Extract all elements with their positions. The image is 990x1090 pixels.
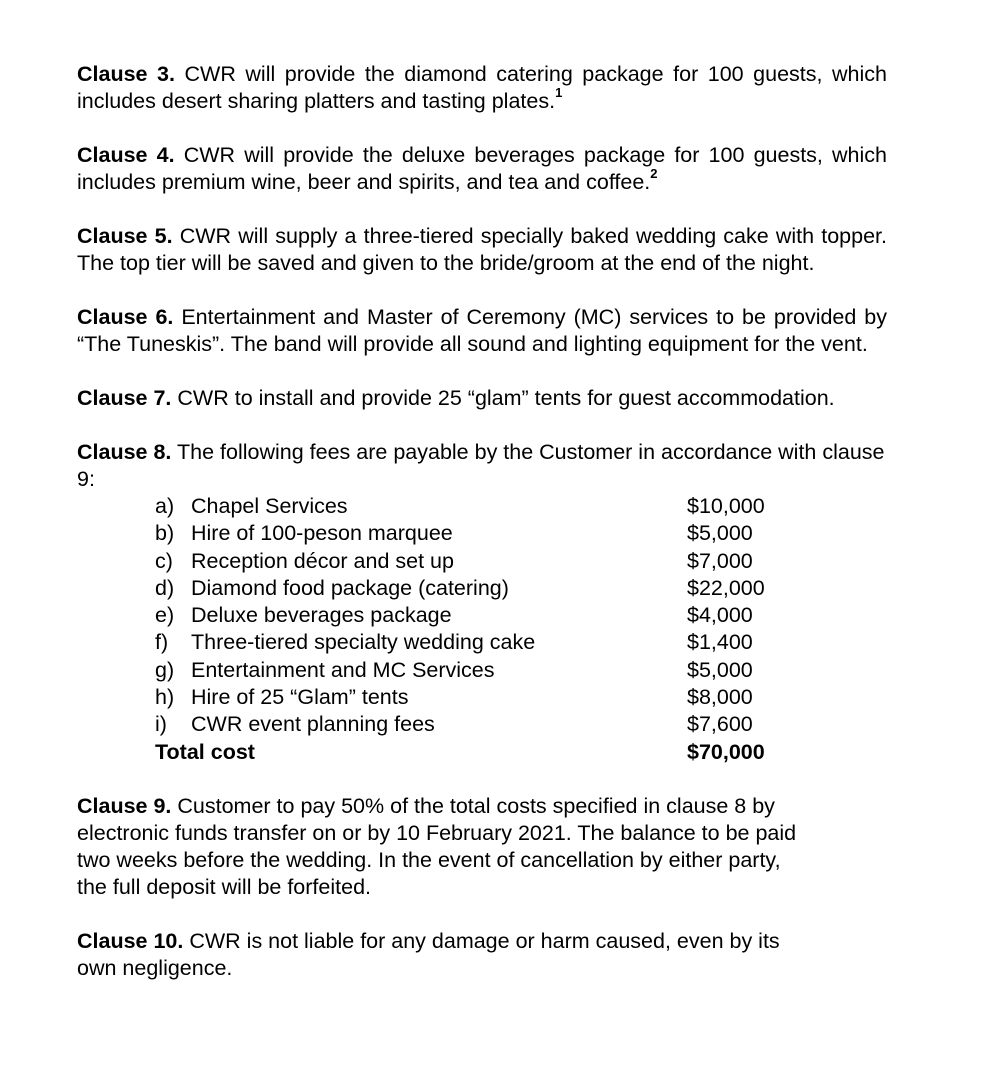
clause-8 <box>77 439 887 766</box>
fee-amount: $7,600 <box>687 712 753 737</box>
clause-5-paragraph <box>77 223 887 277</box>
fee-letter: a) <box>155 494 175 518</box>
fee-row <box>155 711 775 738</box>
clause-5-number: Clause 5. <box>77 224 173 248</box>
contract-document <box>77 61 887 1009</box>
fee-letter: g) <box>155 657 175 682</box>
clause-10-line-1: CWR is not liable for any damage or harm caused, even by its <box>183 928 780 953</box>
fee-letter: i) <box>155 712 167 737</box>
fee-row <box>155 602 775 629</box>
fee-amount: $8,000 <box>687 685 753 710</box>
clause-3-number: Clause 3. <box>77 62 175 86</box>
fee-item: Chapel Services <box>191 494 348 518</box>
clause-7-paragraph <box>77 385 887 412</box>
fee-amount: $1,400 <box>687 630 753 655</box>
fee-letter: h) <box>155 685 175 710</box>
fee-amount: $7,000 <box>687 548 753 573</box>
clause-7-number: Clause 7. <box>77 386 172 410</box>
fee-item: Hire of 25 “Glam” tents <box>191 685 409 710</box>
fee-total-amount: $70,000 <box>687 739 765 764</box>
footnote-ref-2: 2 <box>650 165 658 181</box>
clause-6-paragraph <box>77 304 887 358</box>
clause-9 <box>77 793 887 901</box>
clause-9-number: Clause 9. <box>77 793 172 818</box>
fee-amount: $10,000 <box>687 494 765 518</box>
fee-item: CWR event planning fees <box>191 712 435 737</box>
clause-6 <box>77 304 887 358</box>
fee-item: Diamond food package (catering) <box>191 575 509 600</box>
fees-table <box>155 493 775 766</box>
clause-9-line-3: two weeks before the wedding. In the event of cancellation by either party, <box>77 847 781 872</box>
clause-10-paragraph <box>77 928 887 982</box>
clause-6-number: Clause 6. <box>77 305 174 329</box>
clause-5-text: CWR will supply a three-tiered specially baked wedding cake with topper. The top tier will be saved and given to the bride/groom at the end of the night. <box>77 224 887 275</box>
fee-row <box>155 548 775 575</box>
fee-item: Entertainment and MC Services <box>191 657 495 682</box>
clause-10-line-2: own negligence. <box>77 955 233 980</box>
fee-letter: e) <box>155 603 175 628</box>
clause-4-text: CWR will provide the deluxe beverages package for 100 guests, which includes premium wine, beer and spirits, and tea and coffee. <box>77 143 887 194</box>
clause-3-text: CWR will provide the diamond catering package for 100 guests, which includes desert sharing platters and tasting plates. <box>77 62 887 113</box>
fee-row <box>155 629 775 656</box>
fee-row <box>155 657 775 684</box>
clause-4 <box>77 142 887 196</box>
footnote-ref-1: 1 <box>555 84 563 100</box>
fee-row <box>155 575 775 602</box>
clause-10 <box>77 928 887 982</box>
clause-6-text: Entertainment and Master of Ceremony (MC) services to be provided by “The Tuneskis”. The band will provide all sound and lighting equipment for the vent. <box>77 305 887 356</box>
clause-8-paragraph <box>77 439 887 493</box>
clause-4-paragraph <box>77 142 887 196</box>
clause-7 <box>77 385 887 412</box>
fee-total-row <box>155 739 775 766</box>
fee-letter: c) <box>155 548 173 573</box>
clause-9-line-4: the full deposit will be forfeited. <box>77 874 371 899</box>
fee-row <box>155 684 775 711</box>
fee-item: Reception décor and set up <box>191 548 454 573</box>
fee-row <box>155 520 775 547</box>
fee-item: Three-tiered specialty wedding cake <box>191 630 536 655</box>
fee-amount: $4,000 <box>687 603 753 628</box>
clause-7-text: CWR to install and provide 25 “glam” tents for guest accommodation. <box>171 386 835 410</box>
clause-9-paragraph <box>77 793 887 901</box>
fee-item: Deluxe beverages package <box>191 603 452 628</box>
fee-amount: $5,000 <box>687 521 753 546</box>
clause-8-number: Clause 8. <box>77 440 172 464</box>
fee-amount: $22,000 <box>687 575 765 600</box>
clause-8-intro: The following fees are payable by the Customer in accordance with clause 9: <box>77 440 885 491</box>
fee-letter: d) <box>155 575 175 600</box>
fee-letter: f) <box>155 630 169 655</box>
clause-4-number: Clause 4. <box>77 143 175 167</box>
fee-total-label: Total cost <box>155 739 255 764</box>
clause-9-line-2: electronic funds transfer on or by 10 February 2021. The balance to be paid <box>77 820 797 845</box>
fee-amount: $5,000 <box>687 657 753 682</box>
clause-10-number: Clause 10. <box>77 928 184 953</box>
fee-item: Hire of 100-peson marquee <box>191 521 453 546</box>
clause-3 <box>77 61 887 115</box>
fee-letter: b) <box>155 521 175 546</box>
clause-5 <box>77 223 887 277</box>
clause-3-paragraph <box>77 61 887 115</box>
clause-9-line-1: Customer to pay 50% of the total costs specified in clause 8 by <box>171 793 775 818</box>
fee-row <box>155 493 775 520</box>
